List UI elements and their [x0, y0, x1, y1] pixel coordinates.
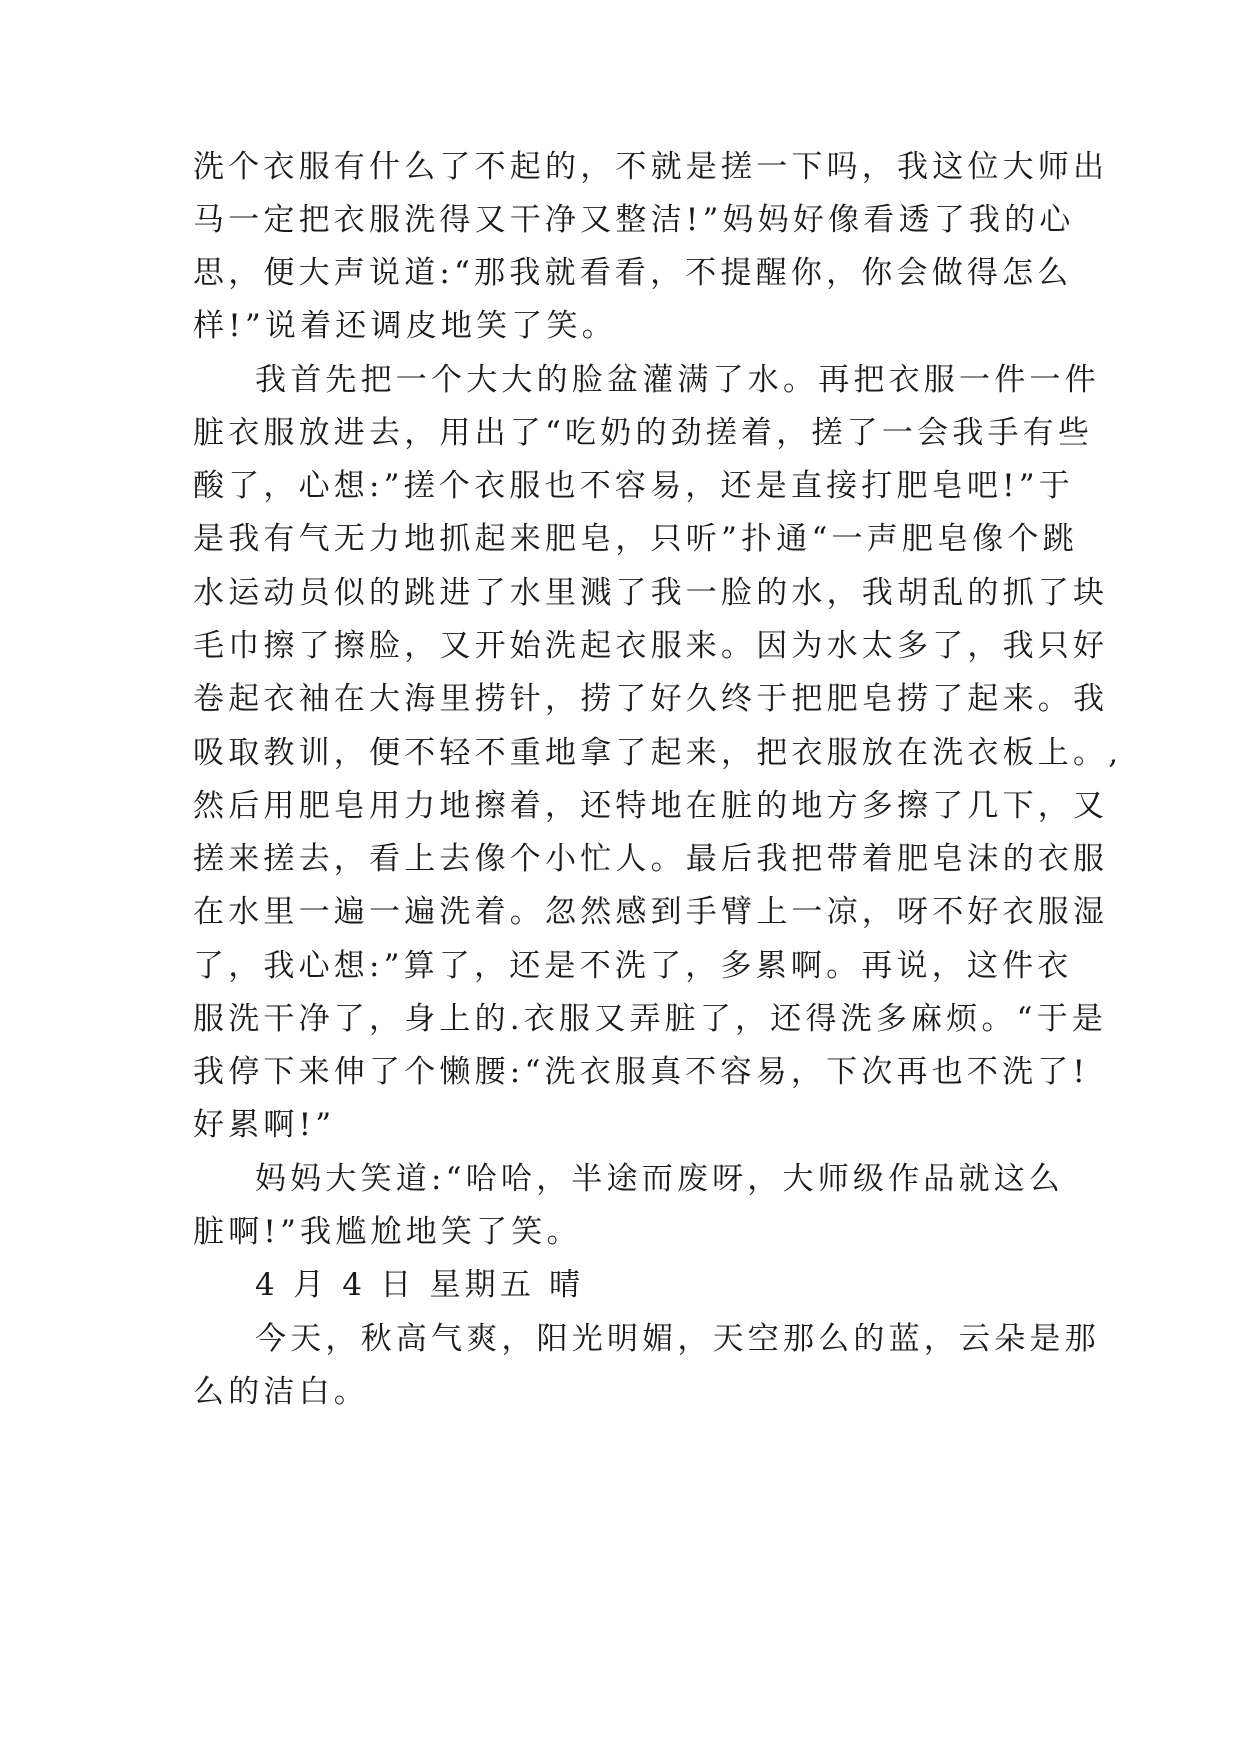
text-line: 酸了，心想:”搓个衣服也不容易，还是直接打肥皂吧!”于: [193, 468, 1074, 504]
text-line: 我停下来伸了个懒腰:“洗衣服真不容易，下次再也不洗了!: [193, 1054, 1090, 1090]
text-line: 洗个衣服有什么了不起的，不就是搓一下吗，我这位大师出: [193, 149, 1109, 185]
paragraph-start-line: 今天，秋高气爽，阳光明媚，天空那么的蓝，云朵是那: [255, 1321, 1100, 1357]
text-line: 是我有气无力地抓起来肥皂，只听”扑通“一声肥皂像个跳: [193, 521, 1078, 557]
text-line: 马一定把衣服洗得又干净又整洁!”妈妈好像看透了我的心: [193, 202, 1075, 238]
paragraph-start-line: 我首先把一个大大的脸盆灌满了水。再把衣服一件一件: [255, 362, 1100, 398]
paragraph-start-line: 妈妈大笑道:“哈哈，半途而废呀，大师级作品就这么: [255, 1161, 1065, 1197]
text-line: 卷起衣袖在大海里捞针，捞了好久终于把肥皂捞了起来。我: [193, 681, 1109, 717]
text-line: 服洗干净了，身上的.衣服又弄脏了，还得洗多麻烦。“于是: [193, 1001, 1108, 1037]
text-line: 然后用肥皂用力地擦着，还特地在脏的地方多擦了几下，又: [193, 788, 1109, 824]
text-line: 毛巾擦了擦脸，又开始洗起衣服来。因为水太多了，我只好: [193, 628, 1109, 664]
diary-date-heading: 4 月 4 日 星期五 晴: [255, 1267, 585, 1303]
text-line: 么的洁白。: [193, 1374, 369, 1410]
text-line: 搓来搓去，看上去像个小忙人。最后我把带着肥皂沫的衣服: [193, 841, 1109, 877]
text-line: 好累啊!”: [193, 1107, 336, 1143]
text-line: 脏啊!”我尴尬地笑了笑。: [193, 1214, 582, 1250]
text-line: 思，便大声说道:“那我就看看，不提醒你，你会做得怎么: [193, 255, 1073, 291]
text-line: 脏衣服放进去，用出了“吃奶的劲搓着，搓了一会我手有些: [193, 415, 1094, 451]
text-line: 样!”说着还调皮地笑了笑。: [193, 308, 617, 344]
text-line: 水运动员似的跳进了水里溅了我一脸的水，我胡乱的抓了块: [193, 575, 1109, 611]
text-line: 了，我心想:”算了，还是不洗了，多累啊。再说，这件衣: [193, 948, 1073, 984]
text-line: 吸取教训，便不轻不重地拿了起来，把衣服放在洗衣板上。,: [193, 735, 1123, 771]
text-line: 在水里一遍一遍洗着。忽然感到手臂上一凉，呀不好衣服湿: [193, 894, 1109, 930]
